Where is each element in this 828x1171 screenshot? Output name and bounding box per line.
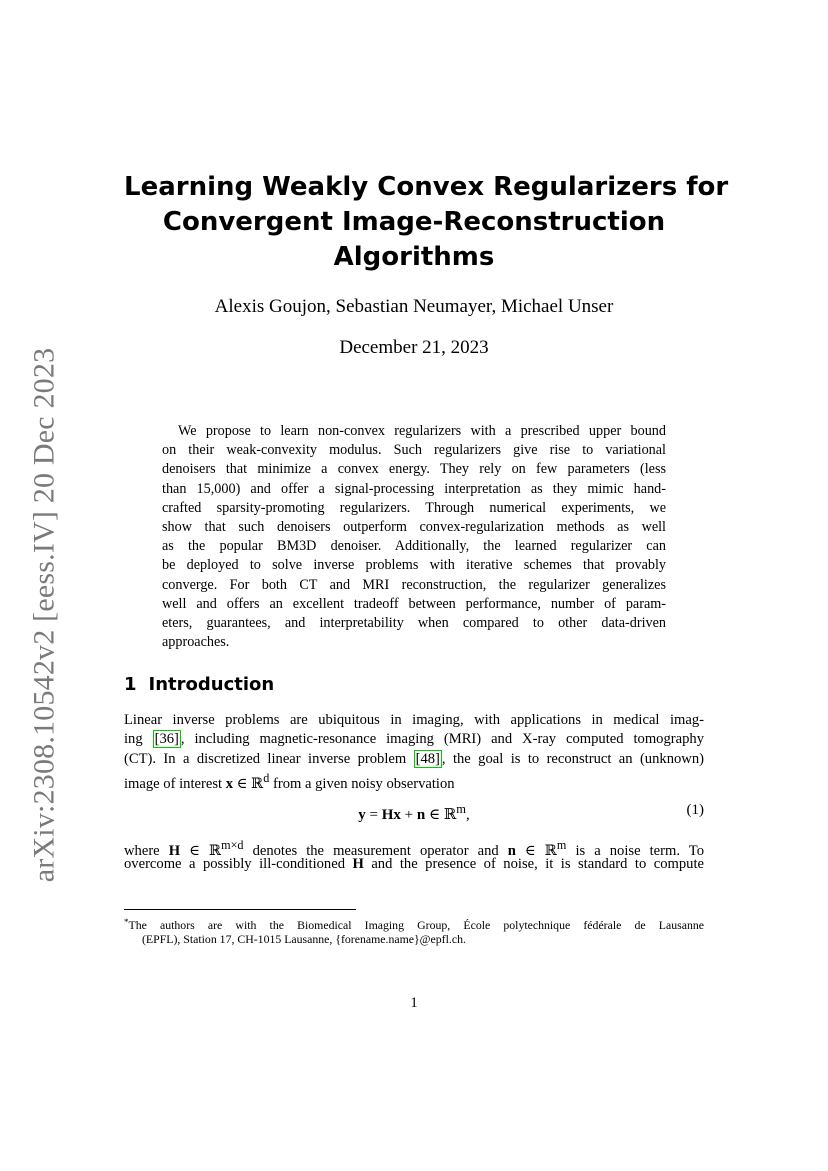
abstract-line: show that such denoisers outperform convex-regularization methods as well [162, 518, 666, 535]
author-list: Alexis Goujon, Sebastian Neumayer, Michael Unser [214, 296, 614, 317]
abstract-line: crafted sparsity-promoting regularizers. Through numerical experiments, we [162, 499, 666, 516]
equation-number: (1) [686, 802, 704, 818]
body-line: overcome a possibly ill-conditioned H and the presence of noise, it is standard to compute [124, 856, 704, 873]
body-line: image of interest x ∈ ℝ$^d$ from a given noisy observation [124, 771, 455, 793]
paper-title [124, 170, 729, 275]
abstract-line: well and offers an excellent tradeoff between performance, number of param- [162, 595, 666, 612]
page-number: 1 [410, 995, 418, 1011]
abstract [162, 422, 666, 652]
abstract-line: as the popular BM3D denoiser. Additionally, the learned regularizer can [162, 538, 666, 555]
math-var: x [225, 776, 234, 793]
title-line: Convergent Image-Reconstruction [162, 207, 666, 237]
arxiv-stamp [20, 347, 68, 883]
citation-link[interactable]: [36] [154, 731, 179, 748]
footnote-mark: * [124, 917, 129, 927]
equation-1 [124, 802, 704, 824]
abstract-line: We propose to learn non-convex regularizers with a prescribed upper bound [178, 423, 666, 439]
footnote-rule [124, 909, 356, 910]
body-line: ing [36] , including magnetic-resonance imaging (MRI) and X-ray computed tomography [124, 731, 705, 748]
footnote [124, 914, 704, 948]
abstract-line: eters, guarantees, and interpretability when compared to other data-driven [162, 614, 666, 631]
abstract-line: on their weak-convexity modulus. Such regularizers give rise to variational [162, 442, 666, 459]
title-line: Algorithms [333, 242, 495, 272]
post-equation-paragraph [124, 836, 704, 875]
body-line: (CT). In a discretized linear inverse problem [48] , the goal is to reconstruct an (unknown) [124, 750, 704, 767]
body-line: Linear inverse problems are ubiquitous in imaging, with applications in medical imag- [124, 712, 704, 728]
abstract-line: denoisers that minimize a convex energy. They rely on few parameters (less [162, 461, 666, 478]
body-line: where H ∈ ℝ$^{m\times d}$ denotes the measurement operator and n ∈ ℝ$^m$ is a noise term. To [124, 838, 704, 859]
citation-link[interactable]: [48] [415, 750, 440, 767]
abstract-line: than 15,000) and offer a signal-processing interpretation as they mimic hand- [162, 480, 666, 497]
arxiv-identifier: arXiv:2308.10542v2 [eess.IV] 20 Dec 2023 [27, 347, 60, 883]
abstract-line: converge. For both CT and MRI reconstruction, the regularizer generalizes [162, 576, 666, 593]
footnote-line: (EPFL), Station 17, CH-1015 Lausanne, {forename.name}@epfl.ch. [142, 932, 466, 946]
title-line: Learning Weakly Convex Regularizers for [124, 172, 729, 202]
abstract-line: approaches. [162, 634, 230, 651]
section-heading-introduction [124, 674, 274, 695]
footnote-line: *The authors are with the Biomedical Imaging Group, École polytechnique fédérale de Lausanne [124, 917, 704, 932]
intro-paragraph [124, 711, 705, 793]
section-title: Introduction [148, 674, 275, 695]
paper-date: December 21, 2023 [339, 337, 489, 358]
abstract-line: be deployed to solve inverse problems with iterative schemes that provably [162, 557, 666, 574]
section-number: 1 [124, 674, 137, 695]
equation-body: y = Hx + n ∈ ℝ$^m$, [358, 802, 470, 823]
